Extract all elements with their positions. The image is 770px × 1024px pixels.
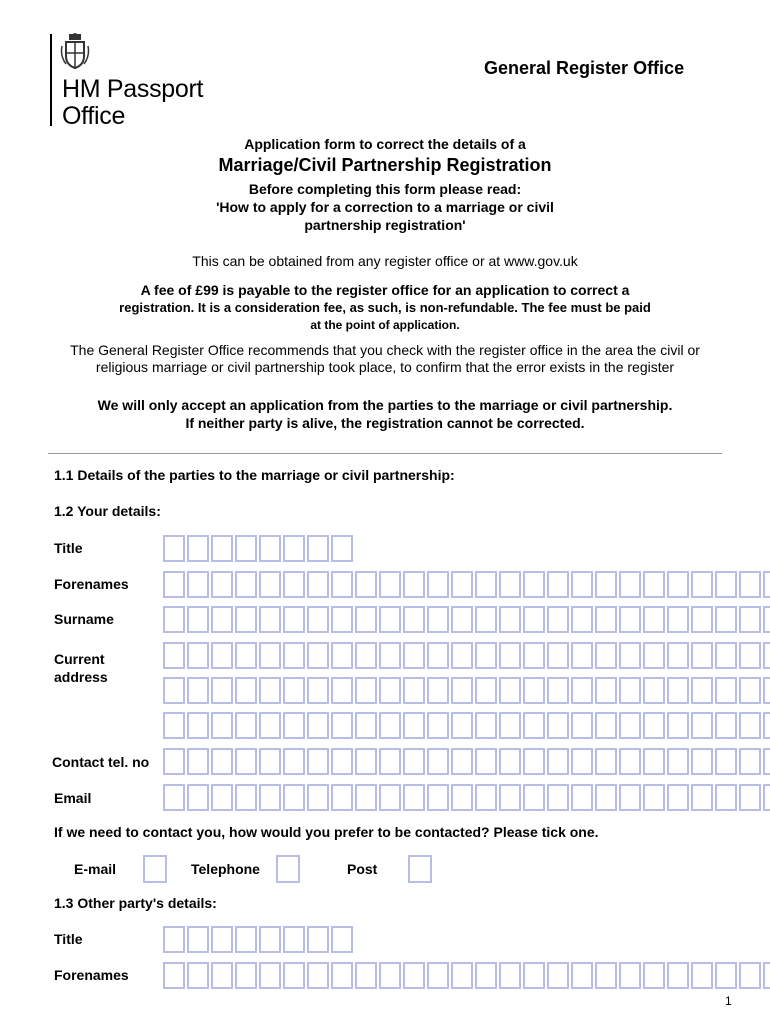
character-box[interactable] xyxy=(403,712,425,739)
form-title: Marriage/Civil Partnership Registration xyxy=(218,155,552,175)
character-box[interactable] xyxy=(619,642,641,669)
character-box[interactable] xyxy=(547,748,569,775)
character-box[interactable] xyxy=(211,748,233,775)
character-box[interactable] xyxy=(307,712,329,739)
character-box[interactable] xyxy=(259,606,281,633)
character-box[interactable] xyxy=(235,926,257,953)
office-title: General Register Office xyxy=(484,58,685,78)
character-box[interactable] xyxy=(163,962,185,989)
character-box[interactable] xyxy=(403,677,425,704)
character-box[interactable] xyxy=(355,606,377,633)
character-box[interactable] xyxy=(427,962,449,989)
character-box[interactable] xyxy=(355,962,377,989)
character-box[interactable] xyxy=(715,571,737,598)
character-box[interactable] xyxy=(523,642,545,669)
character-box[interactable] xyxy=(667,712,689,739)
character-box[interactable] xyxy=(427,642,449,669)
character-box[interactable] xyxy=(475,712,497,739)
character-box[interactable] xyxy=(667,642,689,669)
section-1-3-heading: 1.3 Other party's details: xyxy=(54,895,217,911)
logo-wordmark xyxy=(62,76,203,130)
character-box[interactable] xyxy=(211,926,233,953)
character-box[interactable] xyxy=(763,962,770,989)
character-box[interactable] xyxy=(187,642,209,669)
character-box[interactable] xyxy=(211,642,233,669)
character-box[interactable] xyxy=(763,677,770,704)
character-box[interactable] xyxy=(187,712,209,739)
character-box[interactable] xyxy=(643,571,665,598)
section-1-2-heading: 1.2 Your details: xyxy=(54,503,161,519)
character-box[interactable] xyxy=(235,712,257,739)
character-box[interactable] xyxy=(595,677,617,704)
character-box[interactable] xyxy=(235,571,257,598)
forenames-field[interactable] xyxy=(163,571,770,598)
character-box[interactable] xyxy=(187,784,209,811)
character-box[interactable] xyxy=(427,712,449,739)
character-box[interactable] xyxy=(595,712,617,739)
character-box[interactable] xyxy=(691,712,713,739)
character-box[interactable] xyxy=(619,677,641,704)
character-box[interactable] xyxy=(187,748,209,775)
character-box[interactable] xyxy=(307,962,329,989)
character-box[interactable] xyxy=(211,962,233,989)
character-box[interactable] xyxy=(187,606,209,633)
character-box[interactable] xyxy=(163,677,185,704)
character-box[interactable] xyxy=(211,784,233,811)
character-box[interactable] xyxy=(283,926,305,953)
character-box[interactable] xyxy=(739,712,761,739)
character-box[interactable] xyxy=(595,642,617,669)
character-box[interactable] xyxy=(571,571,593,598)
contact-tel-field[interactable] xyxy=(163,748,770,775)
character-box[interactable] xyxy=(499,962,521,989)
character-box[interactable] xyxy=(211,712,233,739)
forenames-label: Forenames xyxy=(54,576,129,592)
character-box[interactable] xyxy=(235,962,257,989)
character-box[interactable] xyxy=(331,784,353,811)
character-box[interactable] xyxy=(499,748,521,775)
character-box[interactable] xyxy=(283,606,305,633)
character-box[interactable] xyxy=(427,784,449,811)
character-box[interactable] xyxy=(523,712,545,739)
character-box[interactable] xyxy=(163,784,185,811)
character-box[interactable] xyxy=(667,606,689,633)
character-box[interactable] xyxy=(451,606,473,633)
character-box[interactable] xyxy=(739,677,761,704)
address-label-line-1: Current xyxy=(54,651,105,667)
character-box[interactable] xyxy=(355,748,377,775)
character-box[interactable] xyxy=(235,677,257,704)
character-box[interactable] xyxy=(739,571,761,598)
character-box[interactable] xyxy=(523,571,545,598)
character-box[interactable] xyxy=(307,748,329,775)
character-box[interactable] xyxy=(331,571,353,598)
character-box[interactable] xyxy=(187,571,209,598)
character-box[interactable] xyxy=(187,926,209,953)
character-box[interactable] xyxy=(307,642,329,669)
character-box[interactable] xyxy=(715,962,737,989)
character-box[interactable] xyxy=(595,784,617,811)
character-box[interactable] xyxy=(595,748,617,775)
character-box[interactable] xyxy=(571,712,593,739)
character-box[interactable] xyxy=(571,642,593,669)
character-box[interactable] xyxy=(475,962,497,989)
character-box[interactable] xyxy=(163,571,185,598)
character-box[interactable] xyxy=(475,748,497,775)
other-title-field[interactable] xyxy=(163,926,355,953)
character-box[interactable] xyxy=(499,571,521,598)
character-box[interactable] xyxy=(547,571,569,598)
character-box[interactable] xyxy=(235,642,257,669)
character-box[interactable] xyxy=(763,571,770,598)
character-box[interactable] xyxy=(667,962,689,989)
character-box[interactable] xyxy=(619,784,641,811)
address-field-line-3[interactable] xyxy=(163,712,770,739)
character-box[interactable] xyxy=(739,962,761,989)
character-box[interactable] xyxy=(307,926,329,953)
page-number: 1 xyxy=(725,994,732,1008)
character-box[interactable] xyxy=(283,748,305,775)
contact-preference-question: If we need to contact you, how would you prefer to be contacted? Please tick one. xyxy=(54,824,599,840)
character-box[interactable] xyxy=(163,606,185,633)
character-box[interactable] xyxy=(235,748,257,775)
character-box[interactable] xyxy=(691,606,713,633)
character-box[interactable] xyxy=(547,642,569,669)
other-title-label: Title xyxy=(54,931,83,947)
character-box[interactable] xyxy=(499,712,521,739)
character-box[interactable] xyxy=(571,677,593,704)
character-box[interactable] xyxy=(715,642,737,669)
character-box[interactable] xyxy=(163,535,185,562)
character-box[interactable] xyxy=(643,784,665,811)
character-box[interactable] xyxy=(451,962,473,989)
option-post-checkbox[interactable] xyxy=(408,855,432,883)
character-box[interactable] xyxy=(259,748,281,775)
character-box[interactable] xyxy=(379,748,401,775)
character-box[interactable] xyxy=(667,571,689,598)
character-box[interactable] xyxy=(763,748,770,775)
character-box[interactable] xyxy=(523,748,545,775)
option-telephone-label: Telephone xyxy=(191,861,260,877)
character-box[interactable] xyxy=(331,926,353,953)
character-box[interactable] xyxy=(643,606,665,633)
fee-line-1: A fee of £99 is payable to the register office for an application to correct a xyxy=(140,282,630,298)
character-box[interactable] xyxy=(547,712,569,739)
character-box[interactable] xyxy=(667,748,689,775)
character-box[interactable] xyxy=(379,642,401,669)
option-email-label: E-mail xyxy=(74,861,117,877)
character-box[interactable] xyxy=(331,677,353,704)
character-box[interactable] xyxy=(379,571,401,598)
character-box[interactable] xyxy=(499,784,521,811)
character-box[interactable] xyxy=(307,571,329,598)
character-box[interactable] xyxy=(211,677,233,704)
character-box[interactable] xyxy=(715,784,737,811)
read-line-1: Before completing this form please read: xyxy=(248,181,522,197)
logo-line-1: HM Passport xyxy=(62,75,204,103)
surname-label: Surname xyxy=(54,611,114,627)
character-box[interactable] xyxy=(379,677,401,704)
character-box[interactable] xyxy=(667,677,689,704)
character-box[interactable] xyxy=(163,712,185,739)
email-field[interactable] xyxy=(163,784,770,811)
character-box[interactable] xyxy=(331,535,353,562)
character-box[interactable] xyxy=(763,642,770,669)
character-box[interactable] xyxy=(715,677,737,704)
character-box[interactable] xyxy=(379,606,401,633)
character-box[interactable] xyxy=(355,677,377,704)
character-box[interactable] xyxy=(739,748,761,775)
character-box[interactable] xyxy=(547,784,569,811)
character-box[interactable] xyxy=(571,962,593,989)
character-box[interactable] xyxy=(211,606,233,633)
character-box[interactable] xyxy=(259,535,281,562)
character-box[interactable] xyxy=(667,784,689,811)
character-box[interactable] xyxy=(475,784,497,811)
character-box[interactable] xyxy=(739,642,761,669)
character-box[interactable] xyxy=(163,748,185,775)
character-box[interactable] xyxy=(163,642,185,669)
character-box[interactable] xyxy=(379,962,401,989)
character-box[interactable] xyxy=(475,606,497,633)
character-box[interactable] xyxy=(307,535,329,562)
character-box[interactable] xyxy=(283,571,305,598)
character-box[interactable] xyxy=(259,784,281,811)
character-box[interactable] xyxy=(547,677,569,704)
accept-line-2: If neither party is alive, the registration cannot be corrected. xyxy=(185,415,585,431)
character-box[interactable] xyxy=(763,606,770,633)
character-box[interactable] xyxy=(451,748,473,775)
surname-field[interactable] xyxy=(163,606,770,633)
section-divider xyxy=(48,453,722,454)
character-box[interactable] xyxy=(283,784,305,811)
character-box[interactable] xyxy=(691,748,713,775)
accept-line-1: We will only accept an application from the parties to the marriage or civil partnership. xyxy=(97,397,673,413)
character-box[interactable] xyxy=(187,535,209,562)
character-box[interactable] xyxy=(331,962,353,989)
character-box[interactable] xyxy=(403,642,425,669)
character-box[interactable] xyxy=(259,571,281,598)
character-box[interactable] xyxy=(235,535,257,562)
character-box[interactable] xyxy=(283,712,305,739)
character-box[interactable] xyxy=(259,712,281,739)
read-line-3: partnership registration' xyxy=(304,217,466,233)
character-box[interactable] xyxy=(739,784,761,811)
character-box[interactable] xyxy=(691,784,713,811)
other-forenames-label: Forenames xyxy=(54,967,129,983)
character-box[interactable] xyxy=(307,677,329,704)
address-label-line-2: address xyxy=(54,669,108,685)
character-box[interactable] xyxy=(331,642,353,669)
other-forenames-field[interactable] xyxy=(163,962,770,989)
character-box[interactable] xyxy=(451,677,473,704)
character-box[interactable] xyxy=(691,642,713,669)
character-box[interactable] xyxy=(427,748,449,775)
character-box[interactable] xyxy=(475,642,497,669)
character-box[interactable] xyxy=(571,748,593,775)
logo-line-2: Office xyxy=(62,102,126,130)
option-post-label: Post xyxy=(347,861,378,877)
character-box[interactable] xyxy=(715,712,737,739)
character-box[interactable] xyxy=(523,677,545,704)
option-email-checkbox[interactable] xyxy=(143,855,167,883)
character-box[interactable] xyxy=(739,606,761,633)
character-box[interactable] xyxy=(283,962,305,989)
character-box[interactable] xyxy=(379,784,401,811)
character-box[interactable] xyxy=(499,606,521,633)
character-box[interactable] xyxy=(283,535,305,562)
recommend-line-2: religious marriage or civil partnership took place, to confirm that the error exists in the register xyxy=(95,359,675,375)
character-box[interactable] xyxy=(187,962,209,989)
option-telephone-checkbox[interactable] xyxy=(276,855,300,883)
character-box[interactable] xyxy=(595,962,617,989)
character-box[interactable] xyxy=(571,606,593,633)
character-box[interactable] xyxy=(403,606,425,633)
character-box[interactable] xyxy=(619,748,641,775)
intro-line: Application form to correct the details of a xyxy=(244,136,526,152)
character-box[interactable] xyxy=(451,642,473,669)
character-box[interactable] xyxy=(619,712,641,739)
character-box[interactable] xyxy=(643,677,665,704)
logo-divider xyxy=(50,34,52,126)
character-box[interactable] xyxy=(715,606,737,633)
character-box[interactable] xyxy=(691,571,713,598)
character-box[interactable] xyxy=(403,962,425,989)
character-box[interactable] xyxy=(379,712,401,739)
email-label: Email xyxy=(54,790,92,806)
character-box[interactable] xyxy=(691,677,713,704)
character-box[interactable] xyxy=(259,926,281,953)
character-box[interactable] xyxy=(475,571,497,598)
character-box[interactable] xyxy=(355,642,377,669)
character-box[interactable] xyxy=(619,606,641,633)
character-box[interactable] xyxy=(523,784,545,811)
character-box[interactable] xyxy=(331,748,353,775)
address-field-line-1[interactable] xyxy=(163,642,770,669)
character-box[interactable] xyxy=(259,962,281,989)
contact-tel-label: Contact tel. no xyxy=(52,754,150,770)
character-box[interactable] xyxy=(763,712,770,739)
character-box[interactable] xyxy=(523,606,545,633)
character-box[interactable] xyxy=(643,712,665,739)
character-box[interactable] xyxy=(571,784,593,811)
address-field-line-2[interactable] xyxy=(163,677,770,704)
character-box[interactable] xyxy=(547,962,569,989)
character-box[interactable] xyxy=(427,606,449,633)
character-box[interactable] xyxy=(451,784,473,811)
address-label xyxy=(54,650,108,686)
character-box[interactable] xyxy=(403,571,425,598)
character-box[interactable] xyxy=(451,712,473,739)
character-box[interactable] xyxy=(307,606,329,633)
character-box[interactable] xyxy=(619,571,641,598)
character-box[interactable] xyxy=(331,712,353,739)
character-box[interactable] xyxy=(595,571,617,598)
character-box[interactable] xyxy=(331,606,353,633)
character-box[interactable] xyxy=(163,926,185,953)
character-box[interactable] xyxy=(235,606,257,633)
character-box[interactable] xyxy=(523,962,545,989)
character-box[interactable] xyxy=(355,784,377,811)
character-box[interactable] xyxy=(235,784,257,811)
obtain-text: This can be obtained from any register office or at www.gov.uk xyxy=(192,253,578,269)
read-line-2: 'How to apply for a correction to a marriage or civil xyxy=(216,199,554,215)
character-box[interactable] xyxy=(547,606,569,633)
royal-crest-icon xyxy=(60,32,90,72)
character-box[interactable] xyxy=(187,677,209,704)
character-box[interactable] xyxy=(715,748,737,775)
character-box[interactable] xyxy=(403,748,425,775)
character-box[interactable] xyxy=(403,784,425,811)
character-box[interactable] xyxy=(691,962,713,989)
character-box[interactable] xyxy=(355,712,377,739)
character-box[interactable] xyxy=(259,677,281,704)
character-box[interactable] xyxy=(307,784,329,811)
character-box[interactable] xyxy=(499,677,521,704)
fee-line-2: registration. It is a consideration fee, as such, is non-refundable. The fee must be paid xyxy=(119,300,651,315)
character-box[interactable] xyxy=(595,606,617,633)
character-box[interactable] xyxy=(283,642,305,669)
character-box[interactable] xyxy=(451,571,473,598)
recommend-line-1: The General Register Office recommends that you check with the register office in the area the civil or xyxy=(70,342,700,358)
character-box[interactable] xyxy=(283,677,305,704)
title-field[interactable] xyxy=(163,535,355,562)
character-box[interactable] xyxy=(763,784,770,811)
character-box[interactable] xyxy=(643,962,665,989)
title-label: Title xyxy=(54,540,83,556)
character-box[interactable] xyxy=(427,677,449,704)
character-box[interactable] xyxy=(475,677,497,704)
section-1-1-heading: 1.1 Details of the parties to the marriage or civil partnership: xyxy=(54,467,455,483)
character-box[interactable] xyxy=(643,642,665,669)
character-box[interactable] xyxy=(499,642,521,669)
character-box[interactable] xyxy=(259,642,281,669)
fee-line-3: at the point of application. xyxy=(310,318,460,332)
character-box[interactable] xyxy=(355,571,377,598)
character-box[interactable] xyxy=(211,535,233,562)
character-box[interactable] xyxy=(211,571,233,598)
character-box[interactable] xyxy=(643,748,665,775)
character-box[interactable] xyxy=(427,571,449,598)
character-box[interactable] xyxy=(619,962,641,989)
